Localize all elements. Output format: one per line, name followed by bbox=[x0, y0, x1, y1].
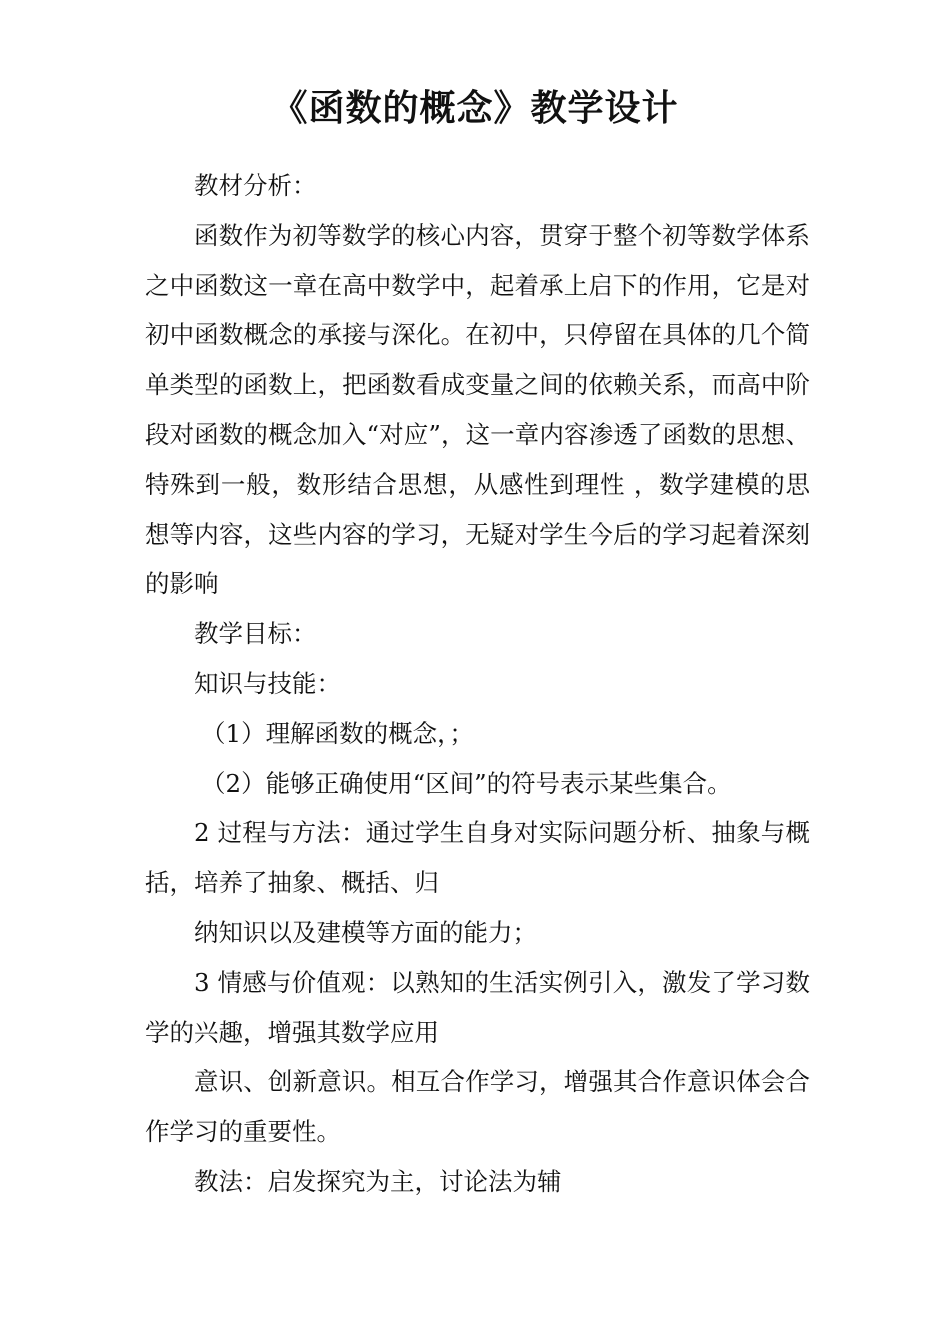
document-body bbox=[145, 161, 810, 1207]
section-heading-teaching-goals: 教学目标： bbox=[194, 619, 317, 649]
document-title: 《函数的概念》教学设计 bbox=[271, 87, 679, 129]
paragraph-textbook-analysis: 函数作为初等数学的核心内容，贯穿于整个初等数学体系之中函数这一章在高中数学中，起着承上启下的作用，它是对初中函数概念的承接与深化。在初中，只停留在具体的几个简单类型的函数上，把函数看成变量之间的依赖关系，而高中阶段对函数的概念加入“对应”，这一章内容渗透了函数的思想、特殊到一般，数形结合思想，从感性到理性 ，数学建模的思想等内容，这些内容的学习，无疑对学生今后的学习起着深刻的影响 bbox=[145, 220, 810, 599]
subheading-knowledge-skills: 知识与技能： bbox=[194, 668, 341, 698]
paragraph-emotion-values: 3 情感与价值观：以熟知的生活实例引入，激发了学习数学的兴趣，增强其数学应用 bbox=[145, 967, 810, 1047]
paragraph-teaching-method: 教法：启发探究为主，讨论法为辅 bbox=[194, 1166, 562, 1196]
list-item-goal-2: （2）能够正确使用“区间”的符号表示某些集合。 bbox=[201, 768, 732, 798]
paragraph-process-method: 2 过程与方法：通过学生自身对实际问题分析、抽象与概括，培养了抽象、概括、归 bbox=[145, 818, 810, 898]
section-heading-textbook-analysis: 教材分析： bbox=[194, 171, 317, 200]
paragraph-emotion-values-continued: 意识、创新意识。相互合作学习，增强其合作意识体会合作学习的重要性。 bbox=[145, 1067, 810, 1147]
paragraph-process-method-continued: 纳知识以及建模等方面的能力； bbox=[194, 917, 537, 947]
list-item-goal-1: （1）理解函数的概念，； bbox=[201, 718, 474, 748]
